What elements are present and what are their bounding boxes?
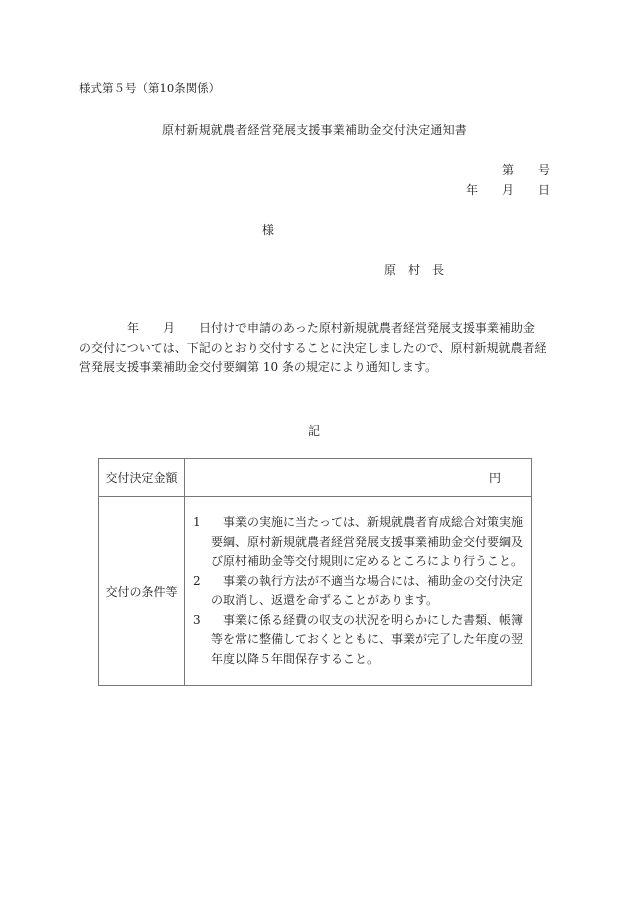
body-line-3: 営発展支援事業補助金交付要綱第 10 条の規定により通知します。	[79, 360, 437, 374]
amount-value	[184, 459, 531, 497]
condition-item-3: 3 事業に係る経費の収支の状況を明らかにした書類、帳簿 等を常に整備しておくとともに、事業が完了した年度の翌 年度以降５年間保存すること。	[192, 612, 523, 666]
date-month: 月	[502, 183, 515, 197]
issuer-char-3: 長	[432, 263, 445, 277]
issuer-char-2: 村	[408, 263, 421, 277]
condition-number: 2	[192, 573, 201, 588]
condition-item-2: 2 事業の執行方法が不適当な場合には、補助金の交付決定 の取消し、返還を命ずることがあります。	[192, 573, 523, 607]
condition-number: 3	[192, 612, 201, 627]
form-number: 様式第５号（第10条関係）	[79, 81, 221, 95]
condition-number: 1	[192, 515, 201, 529]
issue-date	[466, 181, 550, 198]
reference-dai: 第	[502, 163, 515, 177]
conditions-list	[184, 497, 531, 686]
document-title: 原村新規就農者経営発展支援事業補助金交付決定通知書	[162, 123, 468, 137]
detail-table	[98, 458, 532, 686]
amount-unit: 円	[488, 471, 501, 485]
condition-item-1: 1 事業の実施に当たっては、新規就農者育成総合対策実施 要綱、原村新規就農者経営発展支援事業補助金交付要綱及 び原村補助金等交付規則に定めるところにより行うこと。	[192, 515, 523, 568]
reference-number	[502, 161, 550, 178]
issuer	[384, 261, 444, 278]
addressee: 様	[262, 223, 275, 237]
amount-row	[99, 459, 532, 497]
conditions-label: 交付の条件等	[99, 497, 185, 686]
date-day: 日	[538, 183, 551, 197]
conditions-row	[99, 497, 532, 686]
issuer-char-1: 原	[384, 263, 397, 277]
date-year: 年	[466, 183, 479, 197]
amount-label: 交付決定金額	[99, 459, 185, 497]
body-line-2: の交付については、下記のとおり交付することに決定しましたので、原村新規就農者経	[79, 340, 547, 355]
ki-heading: 記	[308, 424, 321, 438]
notice-body	[79, 319, 559, 378]
body-line-1: 年 月 日付けで申請のあった原村新規就農者経営発展支援事業補助金	[127, 321, 535, 335]
reference-go: 号	[538, 163, 551, 177]
